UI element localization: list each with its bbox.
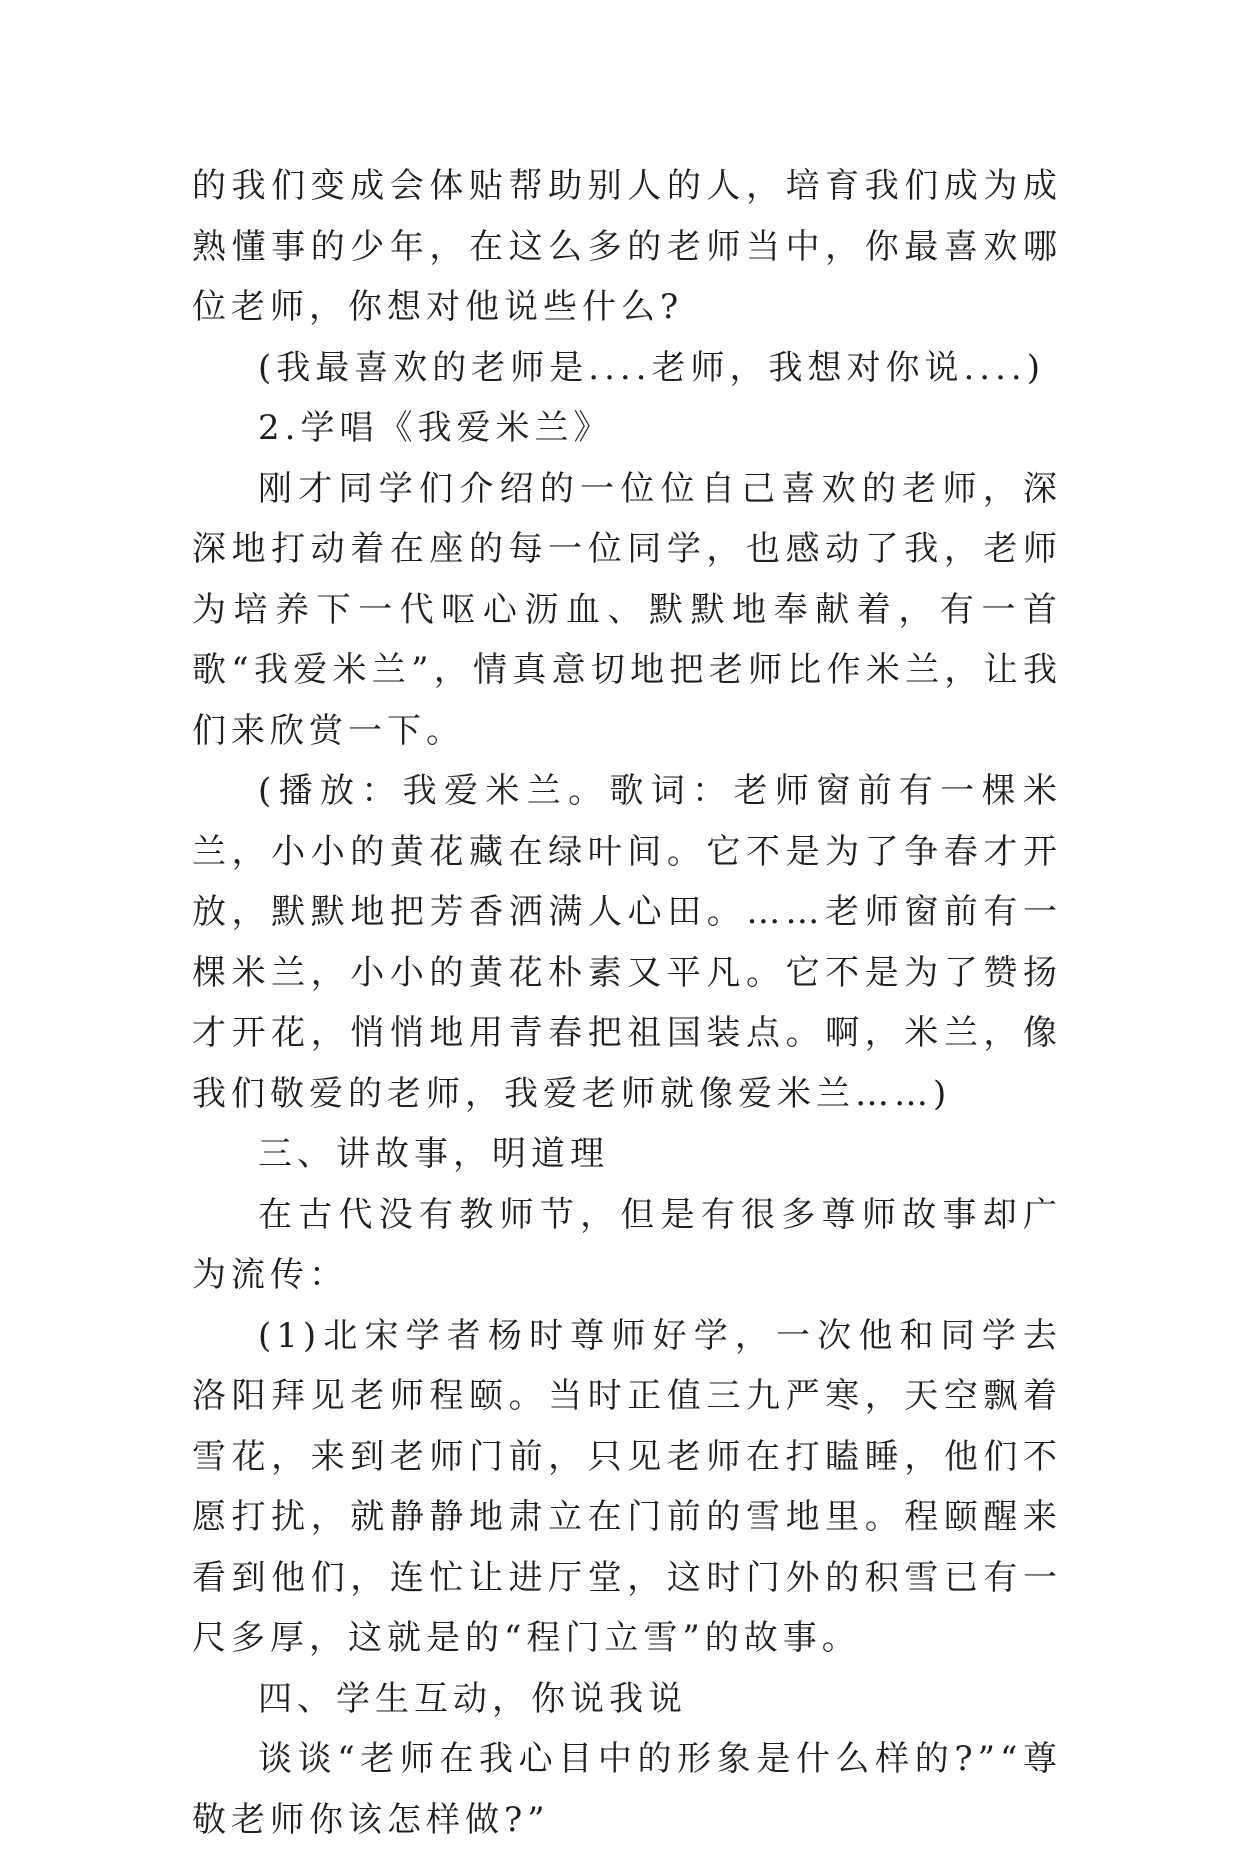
paragraph-cheng-men-li-xue-story: (1)北宋学者杨时尊师好学，一次他和同学去洛阳拜见老师程颐。当时正值三九严寒，天空飘着雪花，来到老师门前，只见老师在打瞌睡，他们不愿打扰，就静静地肃立在门前的雪地里。程颐醒来看到他们，连忙让进厅堂，这时门外的积雪已有一尺多厚，这就是的“程门立雪”的故事。	[192, 1315, 1062, 1658]
section-heading-storytelling: 三、讲故事，明道理	[258, 1134, 609, 1174]
paragraph-discussion-questions: 谈谈“老师在我心目中的形象是什么样的?”“尊敬老师你该怎样做?”	[192, 1739, 1062, 1840]
paragraph-favorite-teacher-prompt: (我最喜欢的老师是....老师，我想对你说....)	[258, 347, 1045, 388]
section-heading-learn-song: 2.学唱《我爱米兰》	[258, 408, 613, 448]
document-body	[192, 156, 1062, 1850]
section-heading-student-interaction: 四、学生互动，你说我说	[258, 1678, 687, 1719]
paragraph-song-introduction: 刚才同学们介绍的一位位自己喜欢的老师，深深地打动着在座的每一位同学，也感动了我，老师为培养下一代呕心沥血、默默地奉献着，有一首歌“我爱米兰”，情真意切地把老师比作米兰，让我们来欣赏一下。	[192, 468, 1062, 751]
paragraph-song-lyrics: (播放：我爱米兰。歌词：老师窗前有一棵米兰，小小的黄花藏在绿叶间。它不是为了争春才开放，默默地把芳香洒满人心田。……老师窗前有一棵米兰，小小的黄花朴素又平凡。它不是为了赞扬才开花，悄悄地用青春把祖国装点。啊，米兰，像我们敬爱的老师，我爱老师就像爱米兰……)	[192, 771, 1062, 1114]
paragraph-ancient-stories-intro: 在古代没有教师节，但是有很多尊师故事却广为流传：	[192, 1194, 1062, 1295]
paragraph-closing-question: 的我们变成会体贴帮助别人的人，培育我们成为成熟懂事的少年，在这么多的老师当中，你最喜欢哪位老师，你想对他说些什么?	[192, 166, 1062, 327]
